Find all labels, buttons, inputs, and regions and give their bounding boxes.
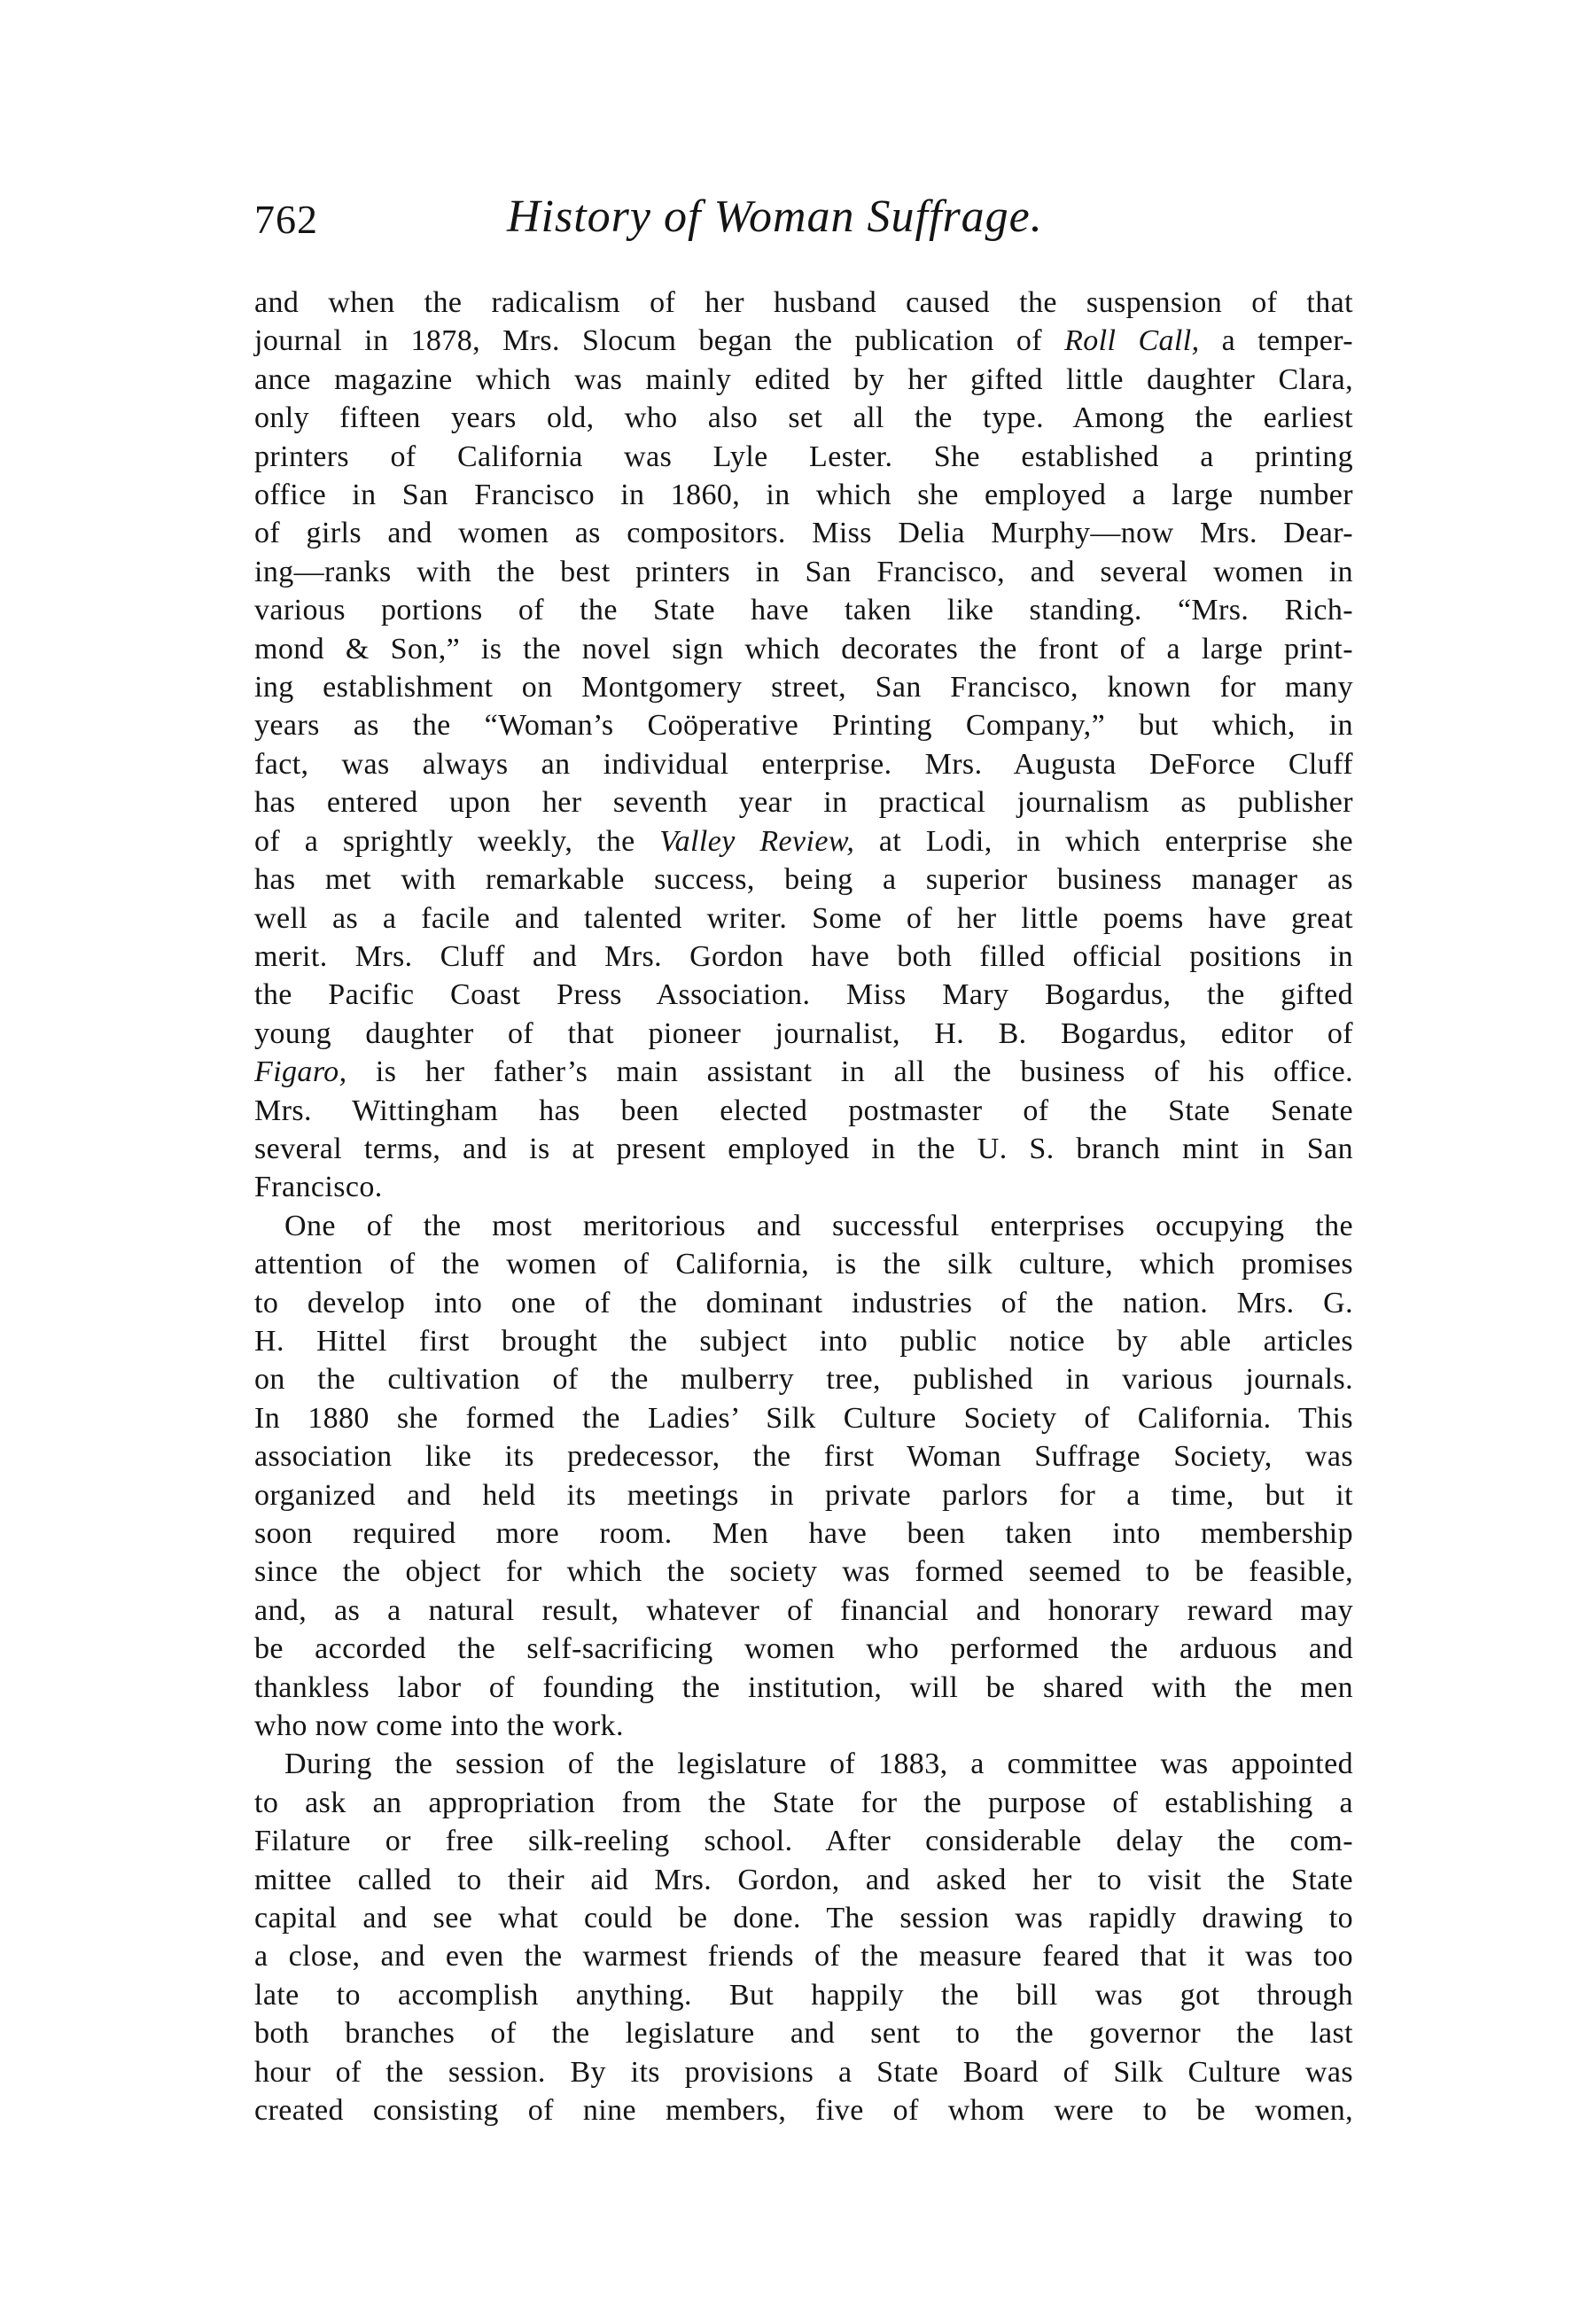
text-line xyxy=(254,938,1353,976)
text-line xyxy=(254,1822,1353,1860)
text-run: has met with remarkable success, being a superior business manager as xyxy=(254,863,1353,897)
text-run: well as a facile and talented writer. Some of her little poems have great xyxy=(254,901,1353,935)
paragraph xyxy=(254,1745,1353,2129)
text-run: both branches of the legislature and sent to the governor the last xyxy=(254,2017,1353,2051)
text-run: ing—ranks with the best printers in San Francisco, and several women in xyxy=(254,555,1353,588)
text-run: organized and held its meetings in private parlors for a time, but it xyxy=(254,1478,1353,1512)
text-line xyxy=(254,1899,1353,1937)
text-run: only fifteen years old, who also set all the type. Among the earliest xyxy=(254,401,1353,435)
text-line xyxy=(254,1976,1353,2014)
body-text xyxy=(254,284,1353,2130)
text-line xyxy=(254,1553,1353,1591)
text-run: created consisting of nine members, five of whom were to be women, xyxy=(254,2094,1353,2128)
text-run: During the session of the legislature of 1883, a committee was appointed xyxy=(284,1748,1353,1781)
text-run: Mrs. Wittingham has been elected postmaster of the State Senate xyxy=(254,1094,1353,1127)
text-line xyxy=(254,1861,1353,1899)
text-line xyxy=(254,322,1353,360)
text-run: In 1880 she formed the Ladies’ Silk Culture Society of California. This xyxy=(254,1401,1353,1435)
text-run: mittee called to their aid Mrs. Gordon, and asked her to visit the State xyxy=(254,1863,1353,1896)
text-run: late to accomplish anything. But happily the bill was got through xyxy=(254,1978,1353,2012)
text-line xyxy=(254,1669,1353,1707)
text-run: be accorded the self-sacrificing women who performed the arduous and xyxy=(254,1632,1353,1666)
italic-title: Roll Call, xyxy=(1064,324,1200,358)
text-line xyxy=(254,668,1353,706)
text-run: capital and see what could be done. The session was rapidly drawing to xyxy=(254,1902,1353,1935)
text-run: and, as a natural result, whatever of financial and honorary reward may xyxy=(254,1593,1353,1627)
text-line xyxy=(254,1053,1353,1091)
text-run: at Lodi, in which enterprise she xyxy=(854,824,1353,858)
text-line xyxy=(254,1284,1353,1322)
text-line xyxy=(254,899,1353,938)
text-run: to ask an appropriation from the State for the purpose of establishing a xyxy=(254,1786,1353,1819)
italic-title: Figaro, xyxy=(254,1055,347,1089)
text-line xyxy=(254,630,1353,668)
text-run: office in San Francisco in 1860, in which she employed a large number xyxy=(254,479,1353,512)
text-run: fact, was always an individual enterprise. Mrs. Augusta DeForce Cluff xyxy=(254,747,1353,781)
text-run: journal in 1878, Mrs. Slocum began the publication of xyxy=(254,324,1065,358)
text-line xyxy=(254,1476,1353,1514)
paragraph xyxy=(254,1207,1353,1746)
text-line xyxy=(254,2091,1353,2129)
text-run: the Pacific Coast Press Association. Miss Mary Bogardus, the gifted xyxy=(254,978,1353,1012)
text-run: of a sprightly weekly, the xyxy=(254,824,660,858)
text-line xyxy=(254,1360,1353,1398)
italic-title: Valley Review, xyxy=(659,824,855,858)
text-line xyxy=(254,860,1353,899)
text-line xyxy=(254,822,1353,860)
text-line xyxy=(254,2053,1353,2091)
text-line xyxy=(254,783,1353,821)
text-line xyxy=(254,399,1353,437)
text-run: has entered upon her seventh year in practical journalism as publisher xyxy=(254,786,1353,820)
text-line xyxy=(254,476,1353,514)
text-line xyxy=(254,1437,1353,1475)
running-title: History of Woman Suffrage. xyxy=(507,191,1043,242)
text-line xyxy=(254,1245,1353,1283)
text-run: ing establishment on Montgomery street, San Francisco, known for many xyxy=(254,671,1353,704)
text-run: of girls and women as compositors. Miss Delia Murphy—now Mrs. Dear- xyxy=(254,517,1353,550)
text-line xyxy=(254,1784,1353,1822)
text-run: merit. Mrs. Cluff and Mrs. Gordon have both filled official positions in xyxy=(254,939,1353,973)
text-line xyxy=(254,284,1353,322)
text-line xyxy=(254,1937,1353,1975)
text-run: mond & Son,” is the novel sign which decorates the front of a large print- xyxy=(254,632,1353,666)
page-header xyxy=(254,191,1353,253)
text-line xyxy=(254,438,1353,476)
text-run: is her father’s main assistant in all the business of his office. xyxy=(346,1055,1353,1089)
text-run: various portions of the State have taken like standing. “Mrs. Rich- xyxy=(254,594,1353,627)
text-line xyxy=(254,2014,1353,2052)
text-run: soon required more room. Men have been taken into membership xyxy=(254,1517,1353,1550)
text-run: H. Hittel first brought the subject into public notice by able articles xyxy=(254,1324,1353,1358)
text-line xyxy=(254,514,1353,552)
text-run: and when the radicalism of her husband caused the suspension of that xyxy=(254,286,1353,319)
text-line xyxy=(254,1092,1353,1130)
text-line xyxy=(254,1745,1353,1783)
text-line xyxy=(254,1399,1353,1437)
text-run: on the cultivation of the mulberry tree, published in various journals. xyxy=(254,1363,1353,1397)
text-line xyxy=(254,1630,1353,1668)
text-run: One of the most meritorious and successful enterprises occupying the xyxy=(284,1209,1353,1242)
text-line xyxy=(254,1207,1353,1245)
text-run: attention of the women of California, is the silk culture, which promises xyxy=(254,1248,1353,1281)
text-run: years as the “Woman’s Coöperative Printing Company,” but which, in xyxy=(254,709,1353,743)
text-run: thankless labor of founding the institution, will be shared with the men xyxy=(254,1670,1353,1704)
text-run: young daughter of that pioneer journalist, H. B. Bogardus, editor of xyxy=(254,1016,1353,1050)
text-line xyxy=(254,976,1353,1014)
paragraph xyxy=(254,284,1353,1207)
text-line xyxy=(254,1015,1353,1053)
text-run: Filature or free silk-reeling school. After considerable delay the com- xyxy=(254,1825,1353,1858)
text-run: printers of California was Lyle Lester. She established a printing xyxy=(254,440,1353,473)
text-line xyxy=(254,361,1353,399)
text-line xyxy=(254,1130,1353,1168)
text-line xyxy=(254,1707,1353,1745)
text-line xyxy=(254,745,1353,783)
text-run: Francisco. xyxy=(254,1171,383,1204)
text-line xyxy=(254,1322,1353,1360)
page-number: 762 xyxy=(254,197,318,242)
text-line xyxy=(254,1592,1353,1630)
text-run: a temper- xyxy=(1199,324,1353,358)
text-line xyxy=(254,706,1353,744)
text-run: to develop into one of the dominant industries of the nation. Mrs. G. xyxy=(254,1286,1353,1319)
text-run: since the object for which the society was formed seemed to be feasible, xyxy=(254,1555,1353,1589)
text-run: association like its predecessor, the first Woman Suffrage Society, was xyxy=(254,1440,1353,1474)
text-line xyxy=(254,1168,1353,1206)
text-line xyxy=(254,1514,1353,1553)
text-line xyxy=(254,553,1353,591)
text-run: who now come into the work. xyxy=(254,1709,624,1743)
text-run: several terms, and is at present employed in the U. S. branch mint in San xyxy=(254,1132,1353,1165)
text-line xyxy=(254,591,1353,629)
text-run: hour of the session. By its provisions a State Board of Silk Culture was xyxy=(254,2055,1353,2089)
text-run: a close, and even the warmest friends of the measure feared that it was too xyxy=(254,1940,1353,1973)
text-run: ance magazine which was mainly edited by her gifted little daughter Clara, xyxy=(254,362,1353,396)
